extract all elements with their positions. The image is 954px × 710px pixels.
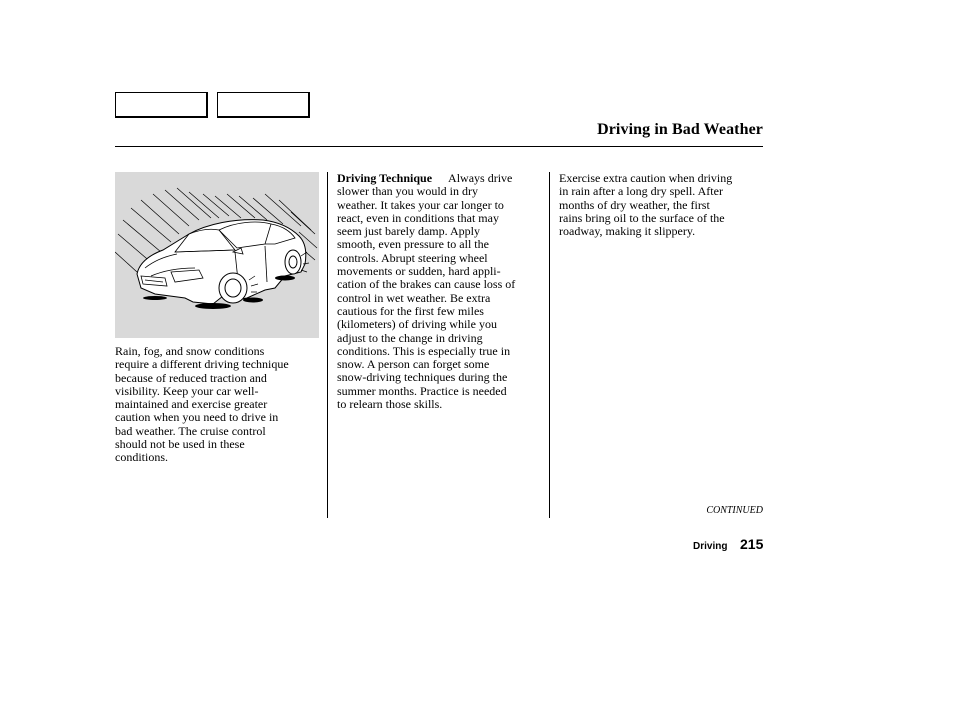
page-number: 215 — [740, 536, 764, 552]
text-line: snow. A person can forget some — [337, 357, 490, 372]
text-line: react, even in conditions that may — [337, 210, 499, 225]
text-line: slower than you would in dry — [337, 184, 478, 199]
text-line: conditions. — [115, 450, 168, 465]
intro-paragraph — [115, 345, 320, 465]
text-line: smooth, even pressure to all the — [337, 237, 489, 252]
text-line: seem just barely damp. Apply — [337, 224, 480, 239]
text-line — [337, 172, 543, 185]
caution-paragraph — [559, 172, 763, 238]
text-line: summer months. Practice is needed — [337, 383, 507, 398]
text-line: maintained and exercise greater — [115, 397, 268, 412]
text-line: (kilometers) of driving while you — [337, 317, 497, 332]
footer-section-label: Driving — [693, 541, 728, 552]
text-line: to relearn those skills. — [337, 397, 443, 412]
text-line: control in wet weather. Be extra — [337, 290, 491, 305]
continued-label: CONTINUED — [706, 505, 763, 516]
text-line: controls. Abrupt steering wheel — [337, 250, 488, 265]
text-line: caution when you need to drive in — [115, 410, 279, 425]
nav-tab-box-2[interactable] — [217, 92, 310, 118]
text-line: because of reduced traction and — [115, 370, 267, 385]
driving-technique-paragraph — [337, 172, 543, 411]
text-line: snow-driving techniques during the — [337, 370, 508, 385]
text-line: movements or sudden, hard appli- — [337, 264, 501, 279]
text-run: Always drive — [448, 171, 513, 185]
car-in-rain-illustration — [115, 172, 319, 338]
text-line: bad weather. The cruise control — [115, 423, 266, 438]
text-line: cation of the brakes can cause loss of — [337, 277, 516, 292]
column-divider-2 — [549, 172, 550, 518]
page-title: Driving in Bad Weather — [597, 121, 763, 138]
nav-tab-box-1[interactable] — [115, 92, 208, 118]
text-line: in rain after a long dry spell. After — [559, 184, 723, 199]
text-line: visibility. Keep your car well- — [115, 383, 259, 398]
text-line: roadway, making it slippery. — [559, 224, 696, 239]
text-line: adjust to the change in driving — [337, 330, 483, 345]
car-in-rain-icon — [115, 172, 319, 338]
text-line: rains bring oil to the surface of the — [559, 210, 725, 225]
text-line: should not be used in these — [115, 437, 245, 452]
text-line: Rain, fog, and snow conditions — [115, 344, 265, 358]
text-line: months of dry weather, the first — [559, 197, 710, 212]
header-rule — [115, 146, 763, 147]
column-divider-1 — [327, 172, 328, 518]
text-line: require a different driving technique — [115, 357, 289, 372]
text-line: weather. It takes your car longer to — [337, 197, 504, 212]
text-line: conditions. This is especially true in — [337, 343, 511, 358]
section-heading: Driving Technique — [337, 171, 433, 185]
text-line: Exercise extra caution when driving — [559, 171, 733, 185]
text-line: cautious for the first few miles — [337, 303, 484, 318]
